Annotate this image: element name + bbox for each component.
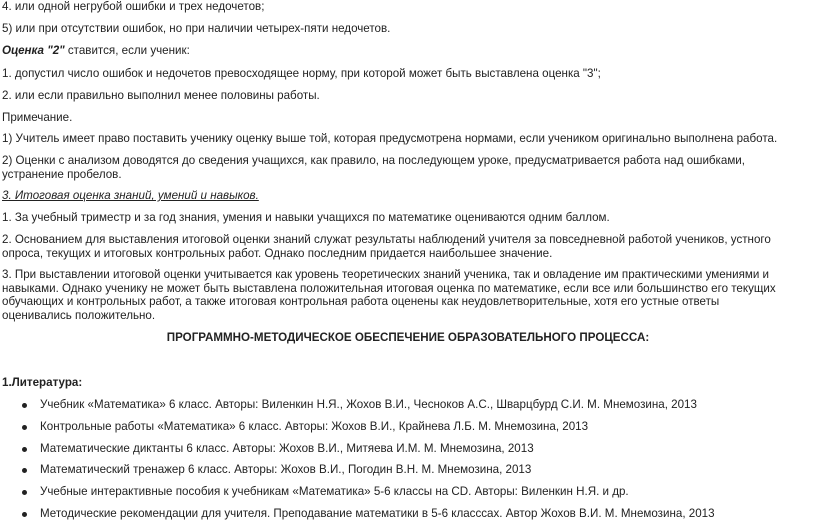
bullet-icon	[22, 490, 27, 495]
note-1: 1) Учитель имеет право поставить ученику оценку выше той, которая предусмотрена нормами, если учеником оригинально выполнена работа.	[2, 132, 778, 145]
grade-2-item-2: 2. или если правильно выполнил менее половины работы.	[2, 89, 320, 102]
section-3-item-3: 3. При выставлении итоговой оценки учитывается как уровень теоретических знаний ученика, так и овладение им практическими умениями и навыками. Однако ученику не может быть выставлена положительная итоговая оценка по математике, если все или большинство его текущих обучающих и контрольных работ, а также итоговая контрольная работа оценены как неудовлетворительные, хотя его устные ответы оценивались положительно.	[2, 268, 776, 322]
section-3-title-text: 3. Итоговая оценка знаний, умений и навыков.	[2, 189, 259, 202]
criteria-line-4: 4. или одной негрубой ошибки и трех недочетов;	[2, 0, 265, 13]
section-3-title	[2, 189, 792, 203]
grade-2-item-1: 1. допустил число ошибок и недочетов превосходящее норму, при которой может быть выставлена оценка "3";	[2, 67, 601, 80]
grade-2-text: ставится, если ученик:	[64, 44, 190, 57]
section-3-item-2: 2. Основанием для выставления итоговой оценки знаний служат результаты наблюдений учителя за повседневной работой учеников, устного опроса, текущих и итоговых контрольных работ. Однако последним придается наибольшее значение.	[2, 233, 771, 260]
grade-2-paragraph	[2, 44, 792, 58]
note-2: 2) Оценки с анализом доводятся до сведения учащихся, как правило, на последующем уроке, предусматривается работа над ошибками, устранение пробелов.	[2, 154, 746, 181]
literature-item: Математический тренажер 6 класс. Авторы: Жохов В.И., Погодин В.Н. М. Мнемозина, 2013	[40, 463, 532, 476]
bullet-icon	[22, 512, 27, 517]
section-heading: ПРОГРАММНО-МЕТОДИЧЕСКОЕ ОБЕСПЕЧЕНИЕ ОБРАЗОВАТЕЛЬНОГО ПРОЦЕССА:	[166, 331, 650, 344]
bullet-icon	[22, 468, 27, 473]
literature-title: 1.Литература:	[2, 376, 83, 389]
grade-2-label: Оценка "2"	[2, 44, 65, 57]
literature-item: Контрольные работы «Математика» 6 класс. Авторы: Жохов В.И., Крайнева Л.Б. М. Мнемозина, 2013	[40, 420, 589, 433]
literature-item: Учебные интерактивные пособия к учебникам «Математика» 5-6 классы на CD. Авторы: Виленкин Н.Я. и др.	[40, 485, 629, 498]
criteria-line-5: 5) или при отсутствии ошибок, но при наличии четырех-пяти недочетов.	[2, 22, 391, 35]
bullet-icon	[22, 447, 27, 452]
section-3-item-1: 1. За учебный триместр и за год знания, умения и навыки учащихся по математике оцениваются одним баллом.	[2, 211, 610, 224]
bullet-icon	[22, 425, 27, 430]
literature-item: Методические рекомендации для учителя. Преподавание математики в 5-6 класссах. Автор Жохов В.И. М. Мнемозина, 2013	[40, 507, 715, 520]
literature-item: Математические диктанты 6 класс. Авторы: Жохов В.И., Митяева И.М. М. Мнемозина, 2013	[40, 442, 534, 455]
note-title: Примечание.	[2, 111, 73, 124]
literature-item: Учебник «Математика» 6 класс. Авторы: Виленкин Н.Я., Жохов В.И., Чесноков А.С., Шварцбурд С.И. М. Мнемозина, 2013	[40, 398, 697, 411]
bullet-icon	[22, 403, 27, 408]
